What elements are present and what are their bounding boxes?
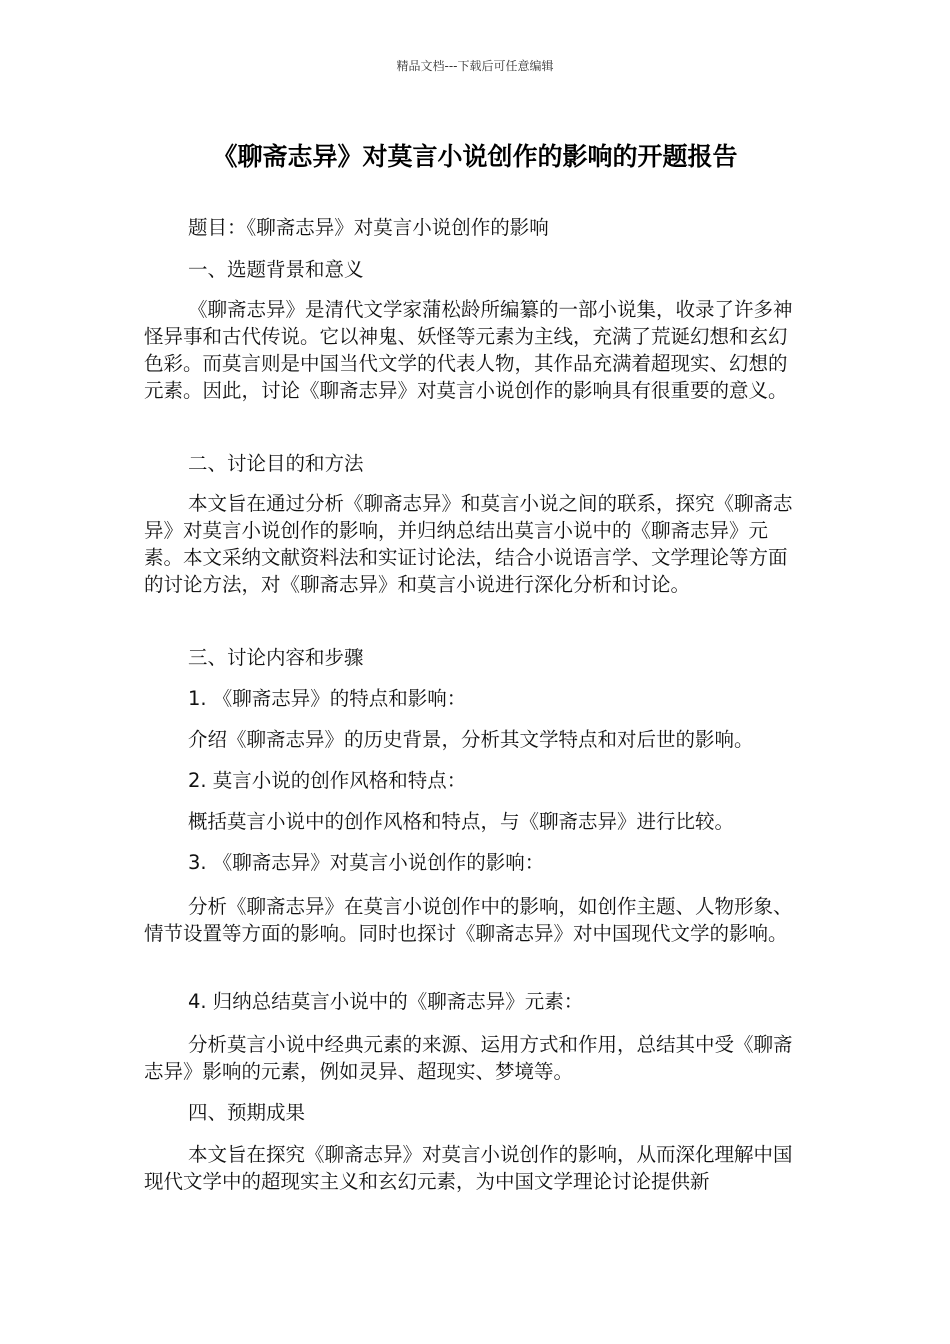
item-label-3: 3. 《聊斋志异》对莫言小说创作的影响： — [188, 851, 545, 874]
item-text-3: 分析《聊斋志异》在莫言小说创作中的影响，如创作主题、人物形象、情节设置等方面的影响。同时也探讨《聊斋志异》对中国现代文学的影响。 — [144, 895, 793, 945]
section-heading-2: 二、讨论目的和方法 — [188, 452, 364, 475]
section-paragraph-1: 《聊斋志异》是清代文学家蒲松龄所编纂的一部小说集，收录了许多神怪异事和古代传说。它以神鬼、妖怪等元素为主线，充满了荒诞幻想和玄幻色彩。而莫言则是中国当代文学的代表人物，其作品充满着超现实、幻想的元素。因此，讨论《聊斋志异》对莫言小说创作的影响具有很重要的意义。 — [144, 298, 793, 402]
subject-line: 题目：《聊斋志异》对莫言小说创作的影响 — [188, 216, 549, 239]
section-heading-3: 三、讨论内容和步骤 — [188, 646, 364, 669]
item-label-4: 4. 归纳总结莫言小说中的《聊斋志异》元素： — [188, 990, 584, 1013]
page-header: 精品文档---下载后可任意编辑 — [396, 59, 554, 73]
section-heading-1: 一、选题背景和意义 — [188, 258, 364, 281]
item-text-1: 介绍《聊斋志异》的历史背景，分析其文学特点和对后世的影响。 — [188, 728, 754, 751]
item-label-1: 1. 《聊斋志异》的特点和影响： — [188, 687, 467, 710]
section-paragraph-4: 本文旨在探究《聊斋志异》对莫言小说创作的影响，从而深化理解中国现代文学中的超现实主义和玄幻元素，为中国文学理论讨论提供新 — [144, 1143, 793, 1193]
section-heading-4: 四、预期成果 — [188, 1101, 306, 1124]
item-label-2: 2. 莫言小说的创作风格和特点： — [188, 769, 467, 792]
item-text-2: 概括莫言小说中的创作风格和特点，与《聊斋志异》进行比较。 — [188, 810, 735, 833]
document-title: 《聊斋志异》对莫言小说创作的影响的开题报告 — [212, 142, 738, 171]
item-text-4: 分析莫言小说中经典元素的来源、运用方式和作用，总结其中受《聊斋志异》影响的元素，例如灵异、超现实、梦境等。 — [144, 1033, 793, 1083]
section-paragraph-2: 本文旨在通过分析《聊斋志异》和莫言小说之间的联系，探究《聊斋志异》对莫言小说创作的影响，并归纳总结出莫言小说中的《聊斋志异》元素。本文采纳文献资料法和实证讨论法，结合小说语言学、文学理论等方面的讨论方法，对《聊斋志异》和莫言小说进行深化分析和讨论。 — [144, 492, 793, 596]
